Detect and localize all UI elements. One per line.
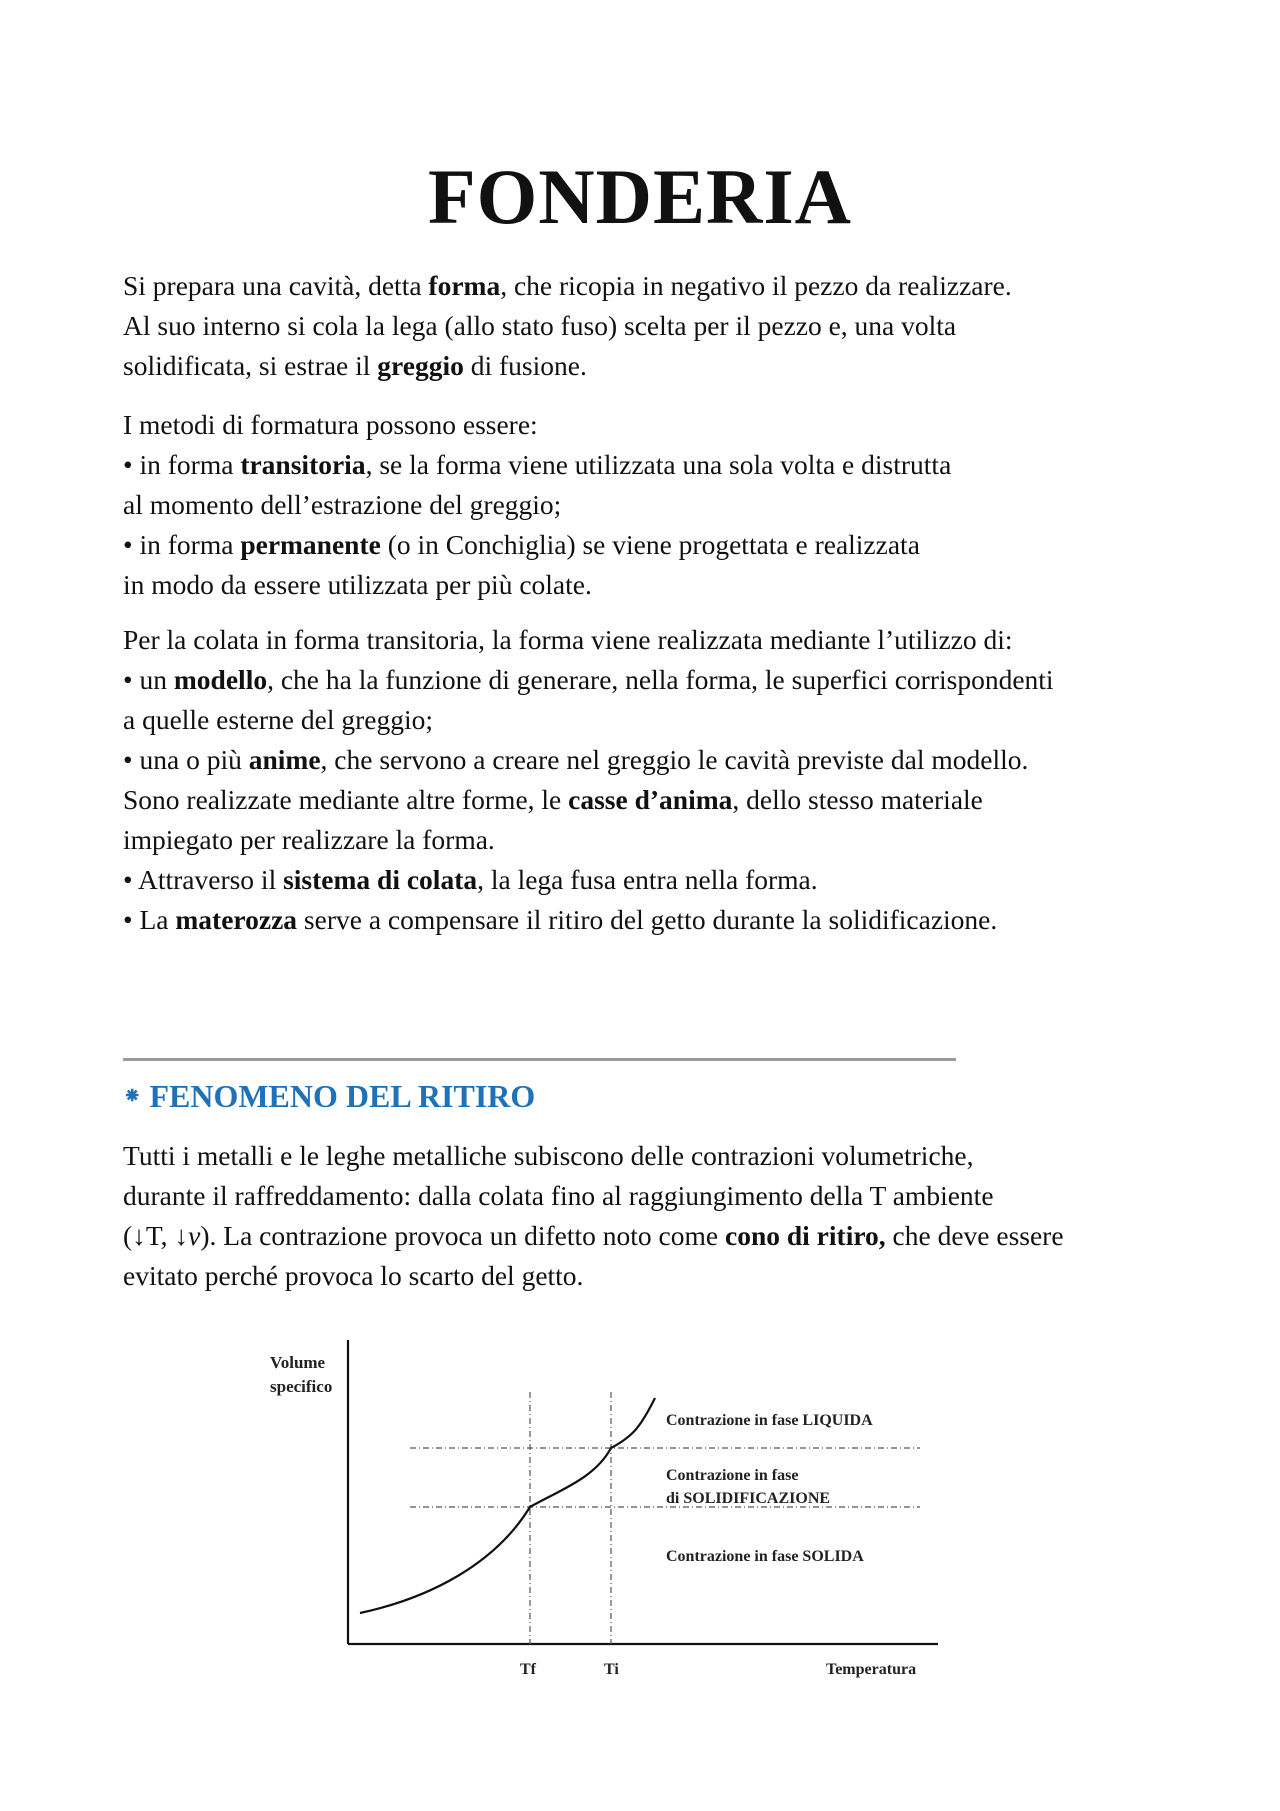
term-transitoria: transitoria: [240, 449, 366, 480]
term-sistema-colata: sistema di colata: [283, 864, 478, 895]
region-solid-label: Contrazione in fase SOLIDA: [666, 1548, 864, 1565]
shrinkage-chart: [260, 1340, 960, 1700]
region-solidification-label-1: Contrazione in fase: [666, 1467, 799, 1484]
ritiro-line-1: Tutti i metalli e le leghe metalliche subiscono delle contrazioni volumetriche,: [123, 1140, 974, 1171]
term-anime: anime: [248, 744, 321, 775]
term-casse-anima: casse d’anima: [568, 784, 733, 815]
ritiro-line-4: evitato perché provoca lo scarto del getto.: [123, 1260, 584, 1291]
x-axis-label: Temperatura: [826, 1661, 917, 1678]
transitoria-line-8: • La materozza serve a compensare il ritiro del getto durante la solidificazione.: [123, 904, 998, 935]
term-forma: forma: [428, 270, 501, 301]
region-solidification-label-2: di SOLIDIFICAZIONE: [666, 1490, 831, 1507]
ritiro-paragraph: [123, 1136, 1183, 1296]
page-title: FONDERIA: [427, 153, 852, 240]
ritiro-line-3: (↓T, ↓v). La contrazione provoca un difetto noto come cono di ritiro, che deve essere: [123, 1220, 1064, 1251]
intro-paragraph: [123, 266, 1183, 386]
methods-line-1: I metodi di formatura possono essere:: [123, 409, 538, 440]
methods-paragraph: [123, 405, 1183, 605]
term-cono-ritiro: cono di ritiro,: [725, 1220, 886, 1251]
transitoria-line-1: Per la colata in forma transitoria, la forma viene realizzata mediante l’utilizzo di:: [123, 624, 1013, 655]
ritiro-line-2: durante il raffreddamento: dalla colata fino al raggiungimento della T ambiente: [123, 1180, 994, 1211]
section-divider: [123, 1058, 956, 1061]
methods-line-5: in modo da essere utilizzata per più colate.: [123, 569, 592, 600]
section-title: ⁕ FENOMENO DEL RITIRO: [123, 1078, 536, 1114]
intro-line-2: Al suo interno si cola la lega (allo stato fuso) scelta per il pezzo e, una volta: [123, 310, 957, 341]
intro-line-3: solidificata, si estrae il greggio di fusione.: [123, 350, 587, 381]
term-greggio: greggio: [377, 350, 464, 381]
methods-line-4: • in forma permanente (o in Conchiglia) se viene progettata e realizzata: [123, 529, 920, 560]
x-tick-tf: Tf: [520, 1661, 536, 1678]
term-permanente: permanente: [240, 529, 381, 560]
term-materozza: materozza: [175, 904, 298, 935]
transitoria-line-5: Sono realizzate mediante altre forme, le casse d’anima, dello stesso materiale: [123, 784, 983, 815]
term-modello: modello: [173, 664, 268, 695]
transitoria-line-6: impiegato per realizzare la forma.: [123, 824, 495, 855]
transitoria-line-4: • una o più anime, che servono a creare nel greggio le cavità previste dal modello.: [123, 744, 1029, 775]
x-tick-ti: Ti: [604, 1661, 619, 1678]
transitoria-line-2: • un modello, che ha la funzione di generare, nella forma, le superfici corrispondenti: [123, 664, 1054, 695]
transitoria-line-3: a quelle esterne del greggio;: [123, 704, 434, 735]
transitoria-line-7: • Attraverso il sistema di colata, la lega fusa entra nella forma.: [123, 864, 818, 895]
transitoria-paragraph: [123, 620, 1183, 940]
region-liquid-label: Contrazione in fase LIQUIDA: [666, 1412, 873, 1429]
y-axis-label-line-2: specifico: [270, 1377, 333, 1396]
y-axis-label-line-1: Volume: [270, 1353, 326, 1372]
methods-line-3: al momento dell’estrazione del greggio;: [123, 489, 562, 520]
asterisk-icon: ⁕: [123, 1083, 142, 1108]
intro-line-1: Si prepara una cavità, detta forma, che ricopia in negativo il pezzo da realizzare.: [123, 270, 1012, 301]
methods-line-2: • in forma transitoria, se la forma viene utilizzata una sola volta e distrutta: [123, 449, 952, 480]
